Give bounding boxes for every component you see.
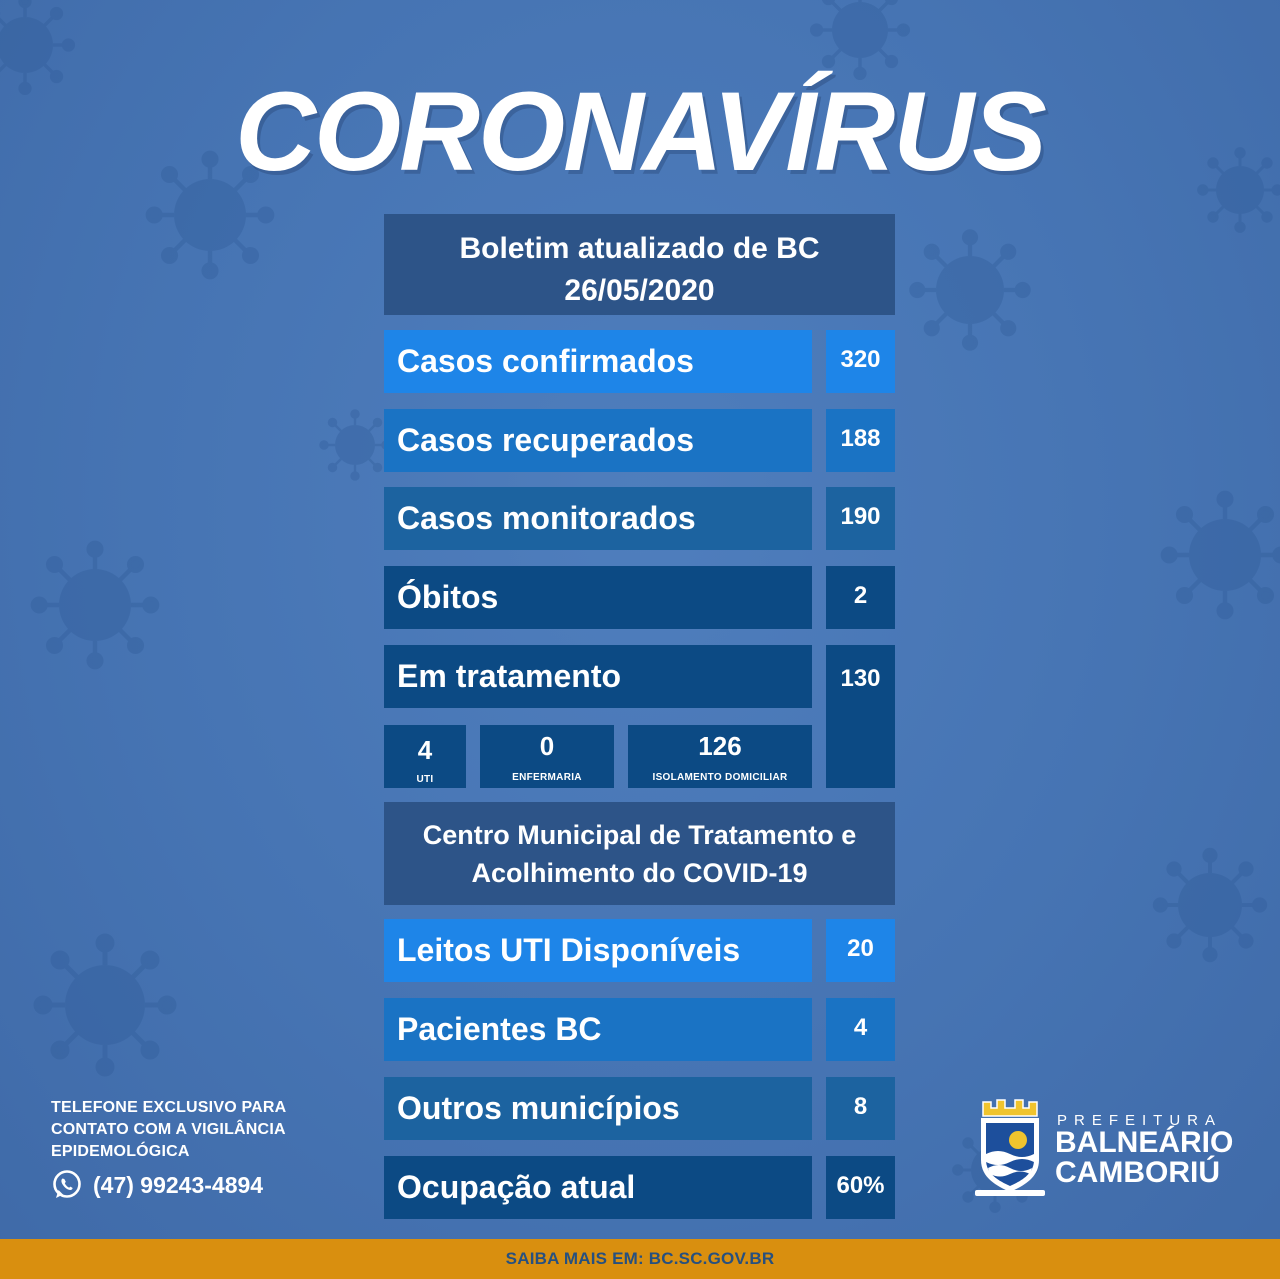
treatment-value: 130 xyxy=(826,645,895,788)
other-municipalities-value: 8 xyxy=(826,1077,895,1140)
bulletin-header xyxy=(384,214,895,315)
whatsapp-icon xyxy=(51,1169,83,1201)
footer-link[interactable]: BC.SC.GOV.BR xyxy=(648,1249,775,1268)
treatment-uti xyxy=(384,725,466,788)
logo-city-line2: CAMBORIÚ xyxy=(1055,1156,1220,1189)
ward-value: 0 xyxy=(539,731,555,761)
other-municipalities-label: Outros municípios xyxy=(384,1077,812,1140)
phone-number: (47) 99243-4894 xyxy=(93,1171,264,1198)
contact-line3: EPIDEMOLÓGICA xyxy=(51,1143,190,1160)
logo-city-name xyxy=(1055,1128,1233,1188)
home-isolation-value: 126 xyxy=(698,731,742,761)
footer-bar xyxy=(0,1239,1280,1279)
deaths-label: Óbitos xyxy=(384,566,812,629)
home-isolation-label: ISOLAMENTO DOMICILIAR xyxy=(652,772,788,783)
bc-patients-value: 4 xyxy=(826,998,895,1061)
page-title: CORONAVÍRUS xyxy=(235,69,1045,194)
footer-label: SAIBA MAIS EM: xyxy=(505,1249,644,1268)
center-title-line2: Acolhimento do COVID-19 xyxy=(471,858,808,888)
occupancy-value: 60% xyxy=(826,1156,895,1219)
logo-city-line1: BALNEÁRIO xyxy=(1055,1126,1234,1159)
recovered-cases-value: 188 xyxy=(826,409,895,472)
bulletin-date: 26/05/2020 xyxy=(564,274,715,307)
contact-line1: TELEFONE EXCLUSIVO PARA xyxy=(51,1099,287,1116)
treatment-home-isolation xyxy=(628,725,812,788)
confirmed-cases-value: 320 xyxy=(826,330,895,393)
recovered-cases-label: Casos recuperados xyxy=(384,409,812,472)
bulletin-title: Boletim atualizado de BC xyxy=(459,232,820,265)
phone-contact[interactable] xyxy=(51,1168,263,1202)
uti-label: UTI xyxy=(416,774,434,785)
coat-of-arms-icon xyxy=(973,1098,1047,1198)
ward-label: ENFERMARIA xyxy=(512,772,582,783)
contact-line2: CONTATO COM A VIGILÂNCIA xyxy=(51,1121,286,1138)
contact-info xyxy=(51,1097,351,1163)
monitored-cases-value: 190 xyxy=(826,487,895,550)
prefeitura-logo xyxy=(973,1098,1233,1198)
deaths-value: 2 xyxy=(826,566,895,629)
icu-beds-value: 20 xyxy=(826,919,895,982)
treatment-ward xyxy=(480,725,614,788)
bc-patients-label: Pacientes BC xyxy=(384,998,812,1061)
center-header xyxy=(384,802,895,905)
monitored-cases-label: Casos monitorados xyxy=(384,487,812,550)
logo-prefeitura-text: PREFEITURA xyxy=(1057,1112,1223,1129)
uti-value: 4 xyxy=(417,735,433,765)
center-title-line1: Centro Municipal de Tratamento e xyxy=(422,820,857,850)
icu-beds-label: Leitos UTI Disponíveis xyxy=(384,919,812,982)
confirmed-cases-label: Casos confirmados xyxy=(384,330,812,393)
treatment-label: Em tratamento xyxy=(384,645,812,708)
occupancy-label: Ocupação atual xyxy=(384,1156,812,1219)
